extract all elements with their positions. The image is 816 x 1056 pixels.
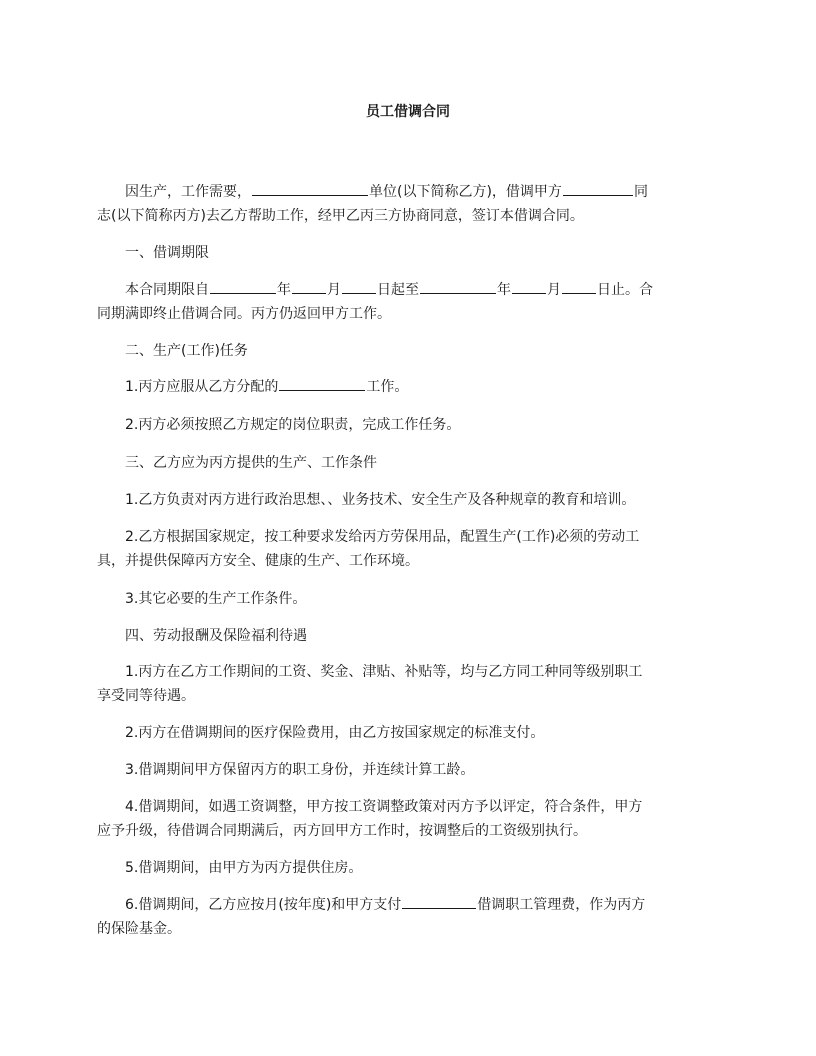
fill-blank-start-month[interactable] — [292, 278, 326, 294]
fill-blank-start-day[interactable] — [342, 278, 376, 294]
task-text-b: 工作。 — [366, 379, 409, 395]
fill-blank-management-fee[interactable] — [402, 893, 476, 909]
section-3-item-2 — [97, 525, 719, 573]
section-2-item-2: 2.丙方必须按照乙方规定的岗位职责，完成工作任务。 — [125, 417, 461, 433]
document-title: 员工借调合同 — [366, 104, 450, 120]
task-text-a: 1.丙方应服从乙方分配的 — [125, 379, 279, 395]
section-2-heading: 二、生产(工作)任务 — [125, 343, 248, 359]
section-4-item-2: 2.丙方在借调期间的医疗保险费用，由乙方按国家规定的标准支付。 — [125, 725, 545, 741]
section-4-item-6-line-1 — [97, 893, 719, 917]
section-3-heading: 三、乙方应为丙方提供的生产、工作条件 — [125, 455, 377, 471]
intro-line-1 — [97, 180, 719, 204]
section-3-item-3: 3.其它必要的生产工作条件。 — [125, 591, 307, 607]
term-text-end: 日止。合 — [597, 282, 653, 298]
term-text-until: 日起至 — [377, 282, 419, 298]
term-text-year-2: 年 — [497, 282, 511, 298]
section-4-item-6-line-2: 的保险基金。 — [97, 921, 181, 937]
section-4-item-6 — [97, 893, 719, 941]
fill-blank-end-year[interactable] — [420, 278, 496, 294]
fill-blank-end-month[interactable] — [512, 278, 546, 294]
intro-line-2: 志(以下简称丙方)去乙方帮助工作，经甲乙丙三方协商同意，签订本借调合同。 — [97, 208, 584, 224]
term-text-month-2: 月 — [547, 282, 561, 298]
section-4-item-4-line-2: 应予升级，待借调合同期满后，丙方回甲方工作时，按调整后的工资级别执行。 — [97, 823, 587, 839]
fill-blank-end-day[interactable] — [562, 278, 596, 294]
section-3-item-2-line-2: 具，并提供保障丙方安全、健康的生产、工作环境。 — [97, 553, 419, 569]
section-4-item-1-line-1: 1.丙方在乙方工作期间的工资、奖金、津贴、补贴等，均与乙方同工种同等级别职工 — [125, 664, 643, 680]
fill-blank-start-year[interactable] — [210, 278, 276, 294]
section-1-paragraph — [97, 278, 719, 326]
section-4-item-5: 5.借调期间，由甲方为丙方提供住房。 — [125, 860, 363, 876]
section-4-item-3: 3.借调期间甲方保留丙方的职工身份，并连续计算工龄。 — [125, 762, 475, 778]
section-3-item-2-line-1: 2.乙方根据国家规定，按工种要求发给丙方劳保用品，配置生产(工作)必须的劳动工 — [125, 529, 640, 545]
fee-text-a: 6.借调期间，乙方应按月(按年度)和甲方支付 — [125, 897, 402, 913]
fill-blank-employee-name[interactable] — [563, 180, 633, 196]
intro-text-b: 单位(以下简称乙方)，借调甲方 — [369, 184, 562, 200]
term-text-year: 年 — [277, 282, 291, 298]
section-1-heading: 一、借调期限 — [125, 245, 209, 261]
section-2-item-1 — [97, 375, 747, 399]
section-4-item-1-line-2: 享受同等待遇。 — [97, 688, 195, 704]
section-4-item-1 — [97, 660, 719, 708]
section-4-item-4 — [97, 795, 719, 843]
fill-blank-assigned-work[interactable] — [279, 375, 365, 391]
term-text-month: 月 — [327, 282, 341, 298]
term-line-2: 同期满即终止借调合同。丙方仍返回甲方工作。 — [97, 306, 391, 322]
fill-blank-unit[interactable] — [252, 180, 368, 196]
fee-text-b: 借调职工管理费，作为丙方 — [477, 897, 646, 913]
term-text-from: 本合同期限自 — [125, 282, 209, 298]
intro-text-a: 因生产，工作需要， — [125, 184, 251, 200]
section-4-item-4-line-1: 4.借调期间，如遇工资调整，甲方按工资调整政策对丙方予以评定，符合条件，甲方 — [125, 799, 643, 815]
section-4-heading: 四、劳动报酬及保险福利待遇 — [125, 628, 307, 644]
intro-paragraph — [97, 180, 719, 228]
section-3-item-1: 1.乙方负责对丙方进行政治思想、、业务技术、安全生产及各种规章的教育和培训。 — [125, 492, 636, 508]
term-line-1 — [97, 278, 719, 302]
intro-text-c: 同 — [633, 184, 648, 200]
